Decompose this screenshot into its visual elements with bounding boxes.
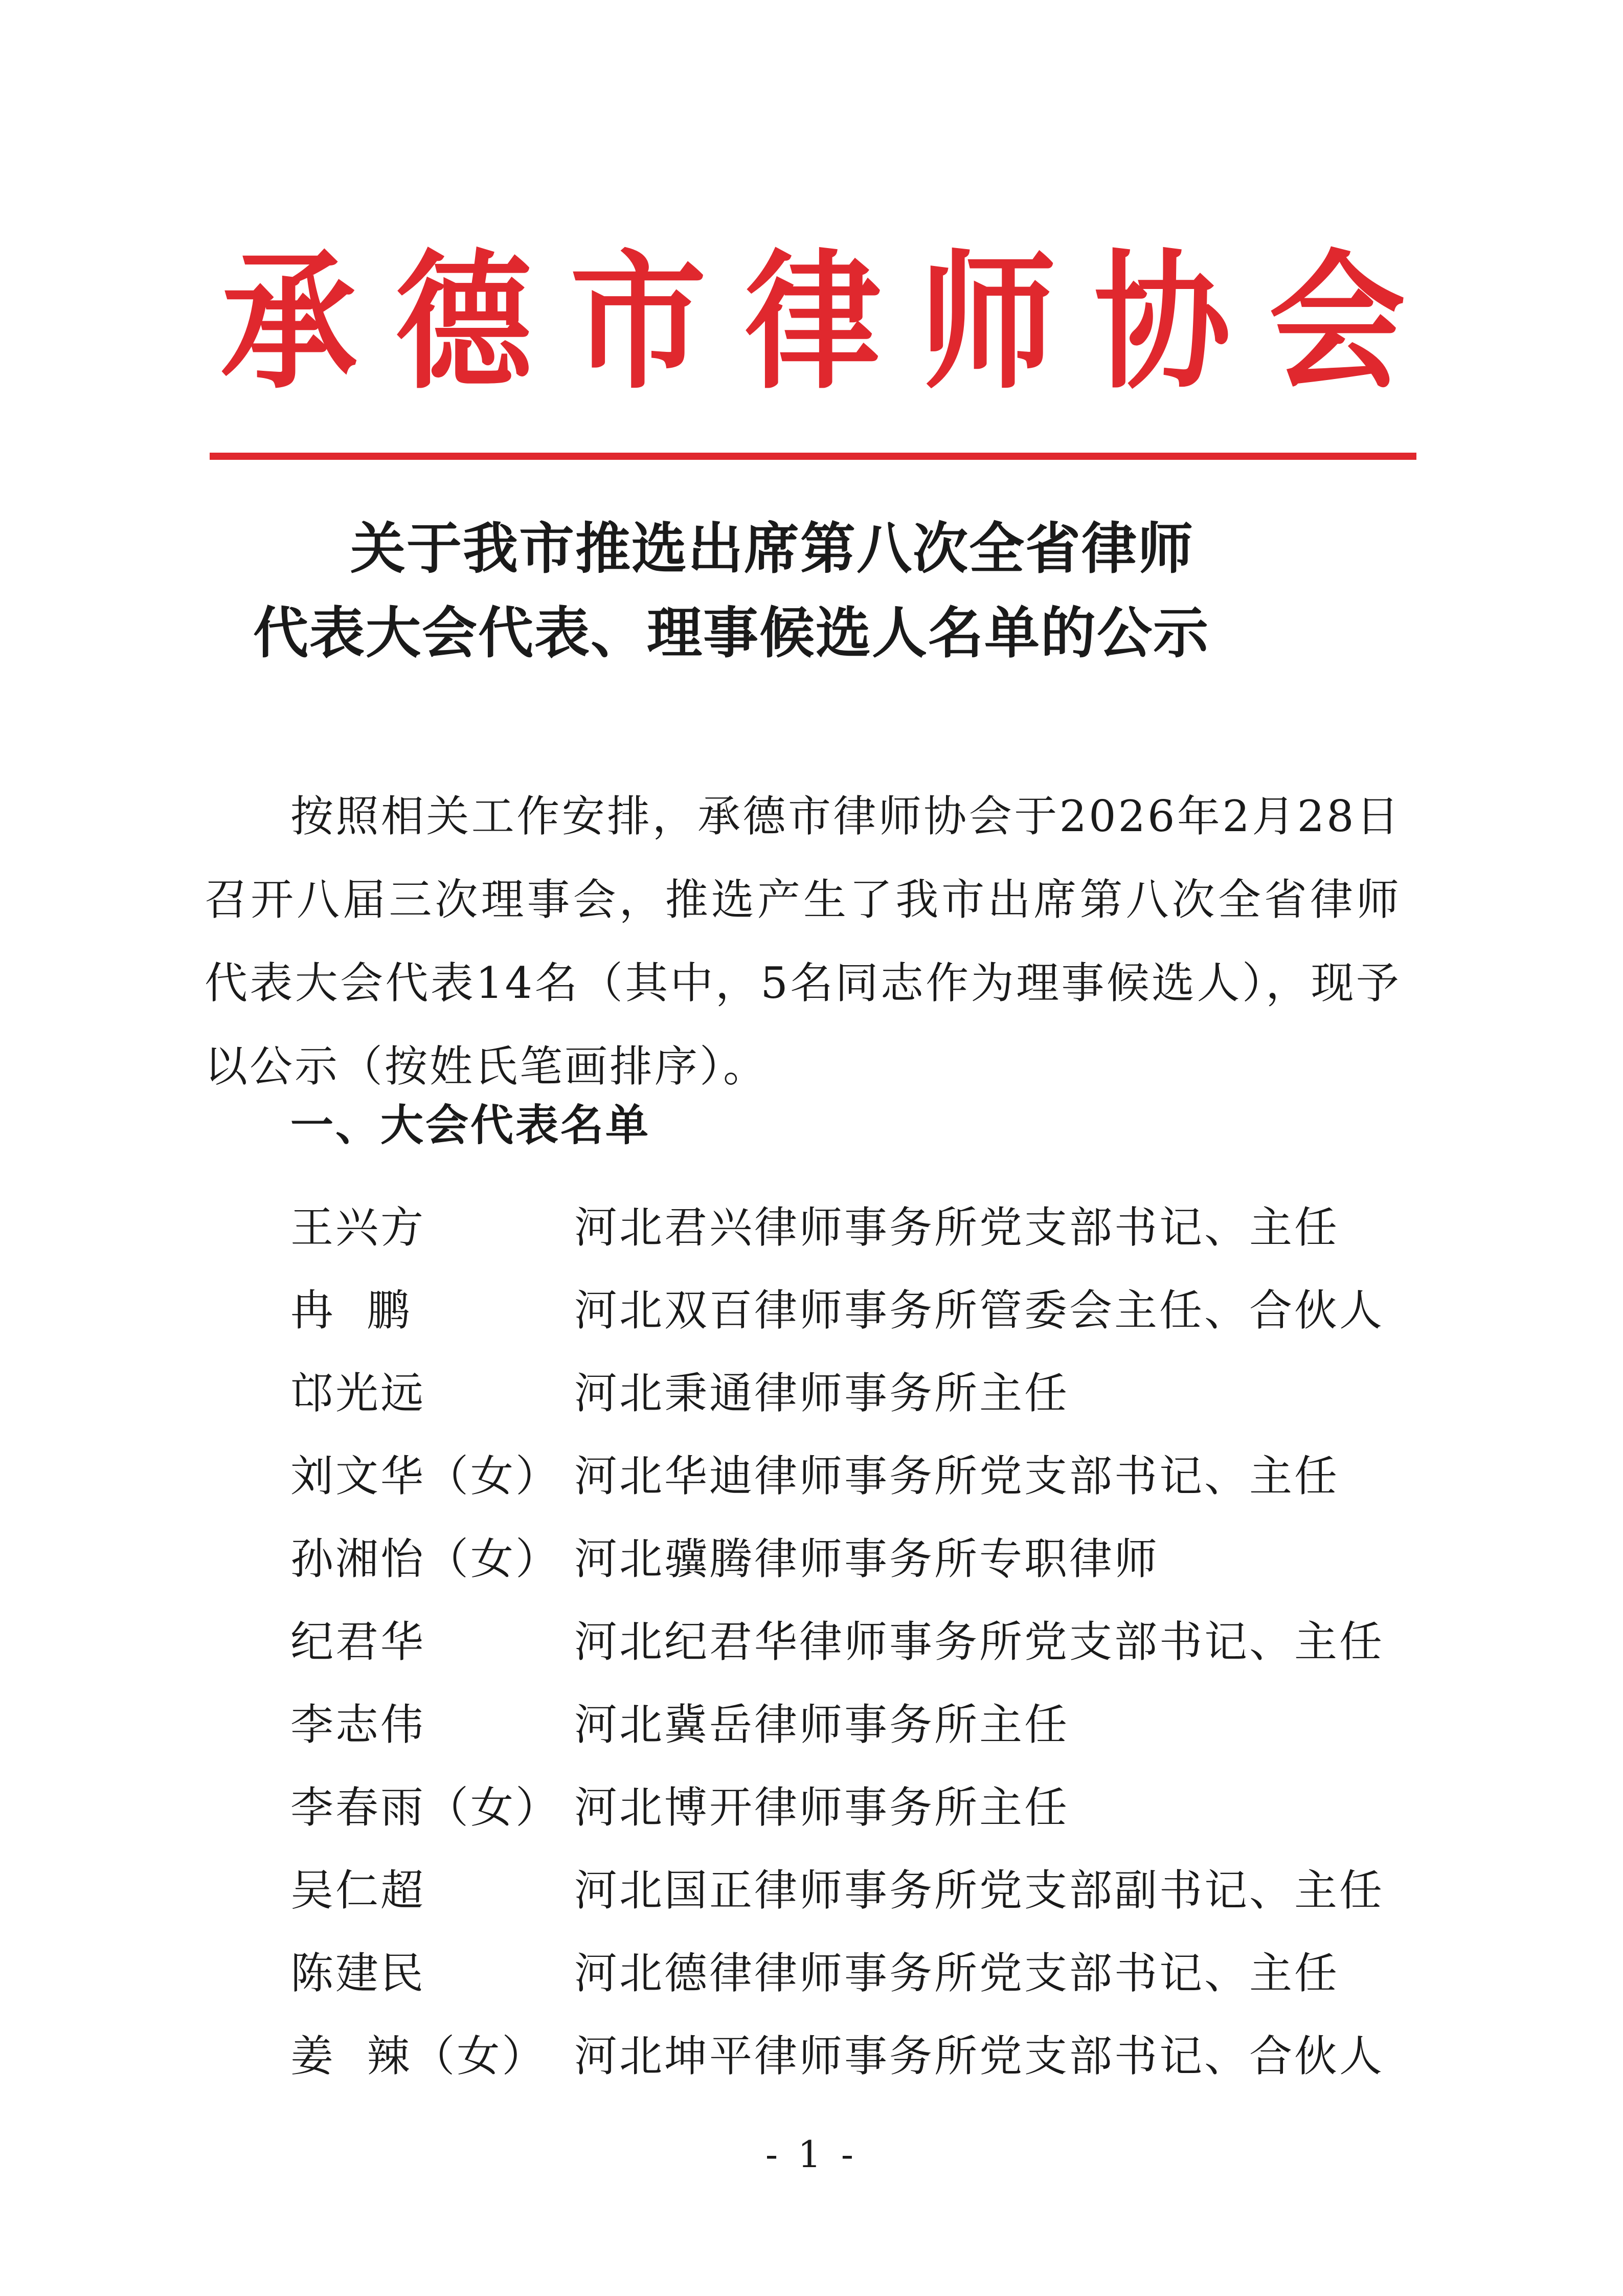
document-title-line-1: 关于我市推选出席第八次全省律师	[350, 517, 1194, 581]
representative-title: 河北德律律师事务所党支部书记、主任	[574, 1948, 1340, 1998]
list-item	[290, 1265, 1415, 1348]
representative-title: 河北国正律师事务所党支部副书记、主任	[574, 1865, 1385, 1915]
representative-title: 河北纪君华律师事务所党支部书记、主任	[574, 1616, 1385, 1667]
list-item	[290, 1597, 1415, 1680]
representative-name: 纪君华	[290, 1616, 426, 1667]
list-item	[290, 2011, 1415, 2094]
masthead-char: 市	[570, 235, 707, 409]
masthead-char: 承	[220, 235, 357, 409]
announcement-paragraph: 按照相关工作安排，承德市律师协会于2026年2月28日召开八届三次理事会，推选产生了我市出席第八次全省律师代表大会代表14名（其中，5名同志作为理事候选人），现予以公示（按姓氏笔画排序）。	[205, 791, 1401, 1091]
masthead-char: 协	[1094, 235, 1231, 409]
representative-name: 李志伟	[290, 1699, 426, 1750]
document-title-line-2: 代表大会代表、理事候选人名单的公示	[253, 601, 1209, 665]
representative-name: 吴仁超	[290, 1865, 426, 1915]
masthead-char: 师	[919, 235, 1056, 409]
list-item	[290, 1183, 1415, 1265]
red-divider-rule	[210, 453, 1416, 460]
representative-title: 河北骥腾律师事务所专职律师	[574, 1533, 1160, 1584]
representative-title: 河北冀岳律师事务所主任	[574, 1699, 1070, 1750]
masthead-char: 律	[745, 235, 882, 409]
representative-title: 河北双百律师事务所管委会主任、合伙人	[574, 1285, 1385, 1335]
list-item	[290, 1514, 1415, 1597]
page-number: - 1 -	[765, 2133, 858, 2176]
representative-title: 河北坤平律师事务所党支部书记、合伙人	[574, 2031, 1385, 2081]
representative-title: 河北君兴律师事务所党支部书记、主任	[574, 1202, 1340, 1253]
representative-name: 姜 辣（女）	[290, 2031, 547, 2081]
representative-name: 冉 鹏	[290, 1285, 412, 1335]
list-item	[290, 1928, 1415, 2011]
representative-title: 河北华迪律师事务所党支部书记、主任	[574, 1451, 1340, 1501]
masthead-char: 会	[1269, 235, 1406, 409]
representative-name: 陈建民	[290, 1948, 426, 1998]
representative-name: 孙湘怡（女）	[290, 1533, 561, 1584]
representative-title: 河北博开律师事务所主任	[574, 1782, 1070, 1833]
section-heading-representatives: 一、大会代表名单	[290, 1100, 651, 1150]
representative-name: 王兴方	[290, 1202, 426, 1253]
representative-title: 河北秉通律师事务所主任	[574, 1368, 1070, 1418]
list-item	[290, 1431, 1415, 1514]
representative-name: 邙光远	[290, 1368, 426, 1418]
masthead-char: 德	[395, 235, 532, 409]
list-item	[290, 1348, 1415, 1431]
list-item	[290, 1680, 1415, 1763]
representative-name: 刘文华（女）	[290, 1451, 561, 1501]
list-item	[290, 1845, 1415, 1928]
masthead-org-name	[215, 230, 1411, 414]
representative-list	[290, 1183, 1415, 2094]
list-item	[290, 1763, 1415, 1845]
representative-name: 李春雨（女）	[290, 1782, 561, 1833]
